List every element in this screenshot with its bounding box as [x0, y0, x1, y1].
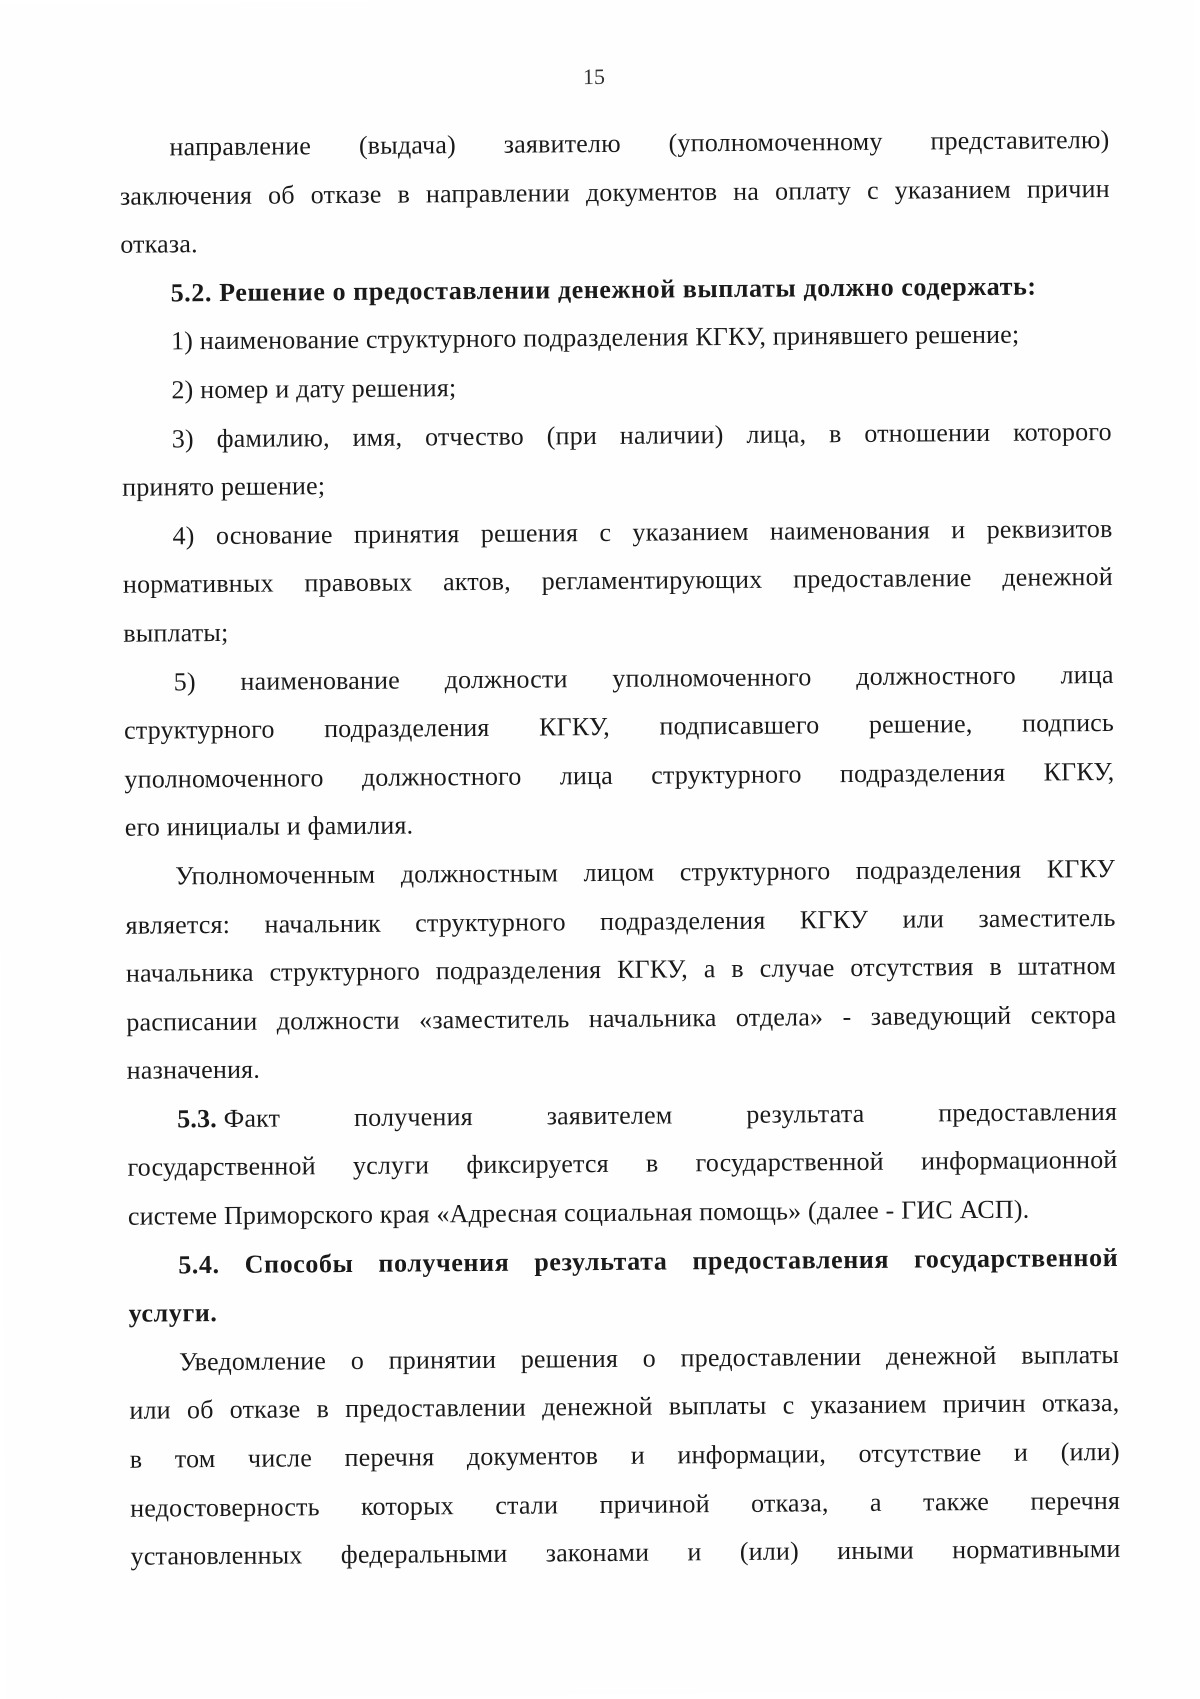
- section-5-3-word: результата: [746, 1098, 865, 1129]
- list-item: 3) фамилию, имя, отчество (при наличии) лица, в отношении которого: [171, 416, 1112, 453]
- section-5-3-line: [127, 1088, 1117, 1144]
- paragraph-line: его инициалы и фамилия.: [124, 810, 414, 843]
- paragraph-line: назначения.: [126, 1054, 261, 1086]
- paragraph-line: принято решение;: [122, 471, 326, 502]
- document-body: [119, 116, 1120, 1582]
- page-number: 15: [582, 63, 606, 90]
- paragraph-line: или об отказе в предоставлении денежной выплаты с указанием причин отказа,: [129, 1388, 1120, 1426]
- paragraph-line: расписании должности «заместитель начальника отдела» - заведующий сектора: [126, 999, 1117, 1037]
- paragraph-line: нормативных правовых актов, регламентирующих предоставление денежной: [122, 562, 1114, 600]
- paragraph-line: в том числе перечня документов и информации, отсутствие и (или): [129, 1436, 1120, 1474]
- section-5-3-word: Факт: [223, 1103, 281, 1133]
- paragraph-line: начальника структурного подразделения КГКУ, а в случае отсутствия в штатном: [125, 951, 1117, 988]
- section-5-3-word: предоставления: [938, 1096, 1118, 1128]
- paragraph-line: структурного подразделения КГКУ, подписавшего решение, подпись: [123, 708, 1115, 745]
- paragraph-line: выплаты;: [123, 617, 229, 648]
- paragraph-line: является: начальник структурного подразделения КГКУ или заместитель: [125, 902, 1116, 940]
- list-item: 2) номер и дату решения;: [171, 373, 457, 405]
- section-number-5-3: 5.3. Факт: [177, 1103, 281, 1134]
- paragraph-line: Уведомление о принятии решения о предоставлении денежной выплаты: [178, 1339, 1120, 1377]
- section-5-3-word: заявителем: [546, 1100, 673, 1131]
- paragraph-line: направление (выдача) заявителю (уполномоченному представителю): [169, 124, 1110, 162]
- paragraph-line: заключения об отказе в направлении документов на оплату с указанием причин: [119, 173, 1110, 211]
- paragraph-line: установленных федеральными законами и (или) иными нормативными: [130, 1534, 1121, 1571]
- list-item: 5) наименование должности уполномоченного должностного лица: [173, 659, 1114, 696]
- section-5-3-word: получения: [353, 1101, 473, 1132]
- list-item: 1) наименование структурного подразделения КГКУ, принявшего решение;: [170, 320, 1020, 356]
- paragraph-line: системе Приморского края «Адресная социальная помощь» (далее - ГИС АСП).: [127, 1194, 1030, 1231]
- paragraph-line: недостоверность которых стали причиной отказа, а также перечня: [130, 1485, 1121, 1523]
- section-heading-5-4-cont: услуги.: [128, 1298, 218, 1328]
- section-heading-5-2: 5.2. Решение о предоставлении денежной выплаты должно содержать:: [170, 271, 1037, 308]
- paragraph-line: Уполномоченным должностным лицом структурного подразделения КГКУ: [175, 853, 1116, 891]
- paragraph-line: уполномоченного должностного лица структурного подразделения КГКУ,: [124, 756, 1115, 794]
- paragraph-line: государственной услуги фиксируется в государственной информационной: [127, 1145, 1118, 1183]
- paragraph-line: отказа.: [120, 229, 198, 259]
- section-heading-5-4: 5.4. Способы получения результата предоставления государственной: [178, 1242, 1119, 1279]
- list-item: 4) основание принятия решения с указанием наименования и реквизитов: [172, 513, 1113, 551]
